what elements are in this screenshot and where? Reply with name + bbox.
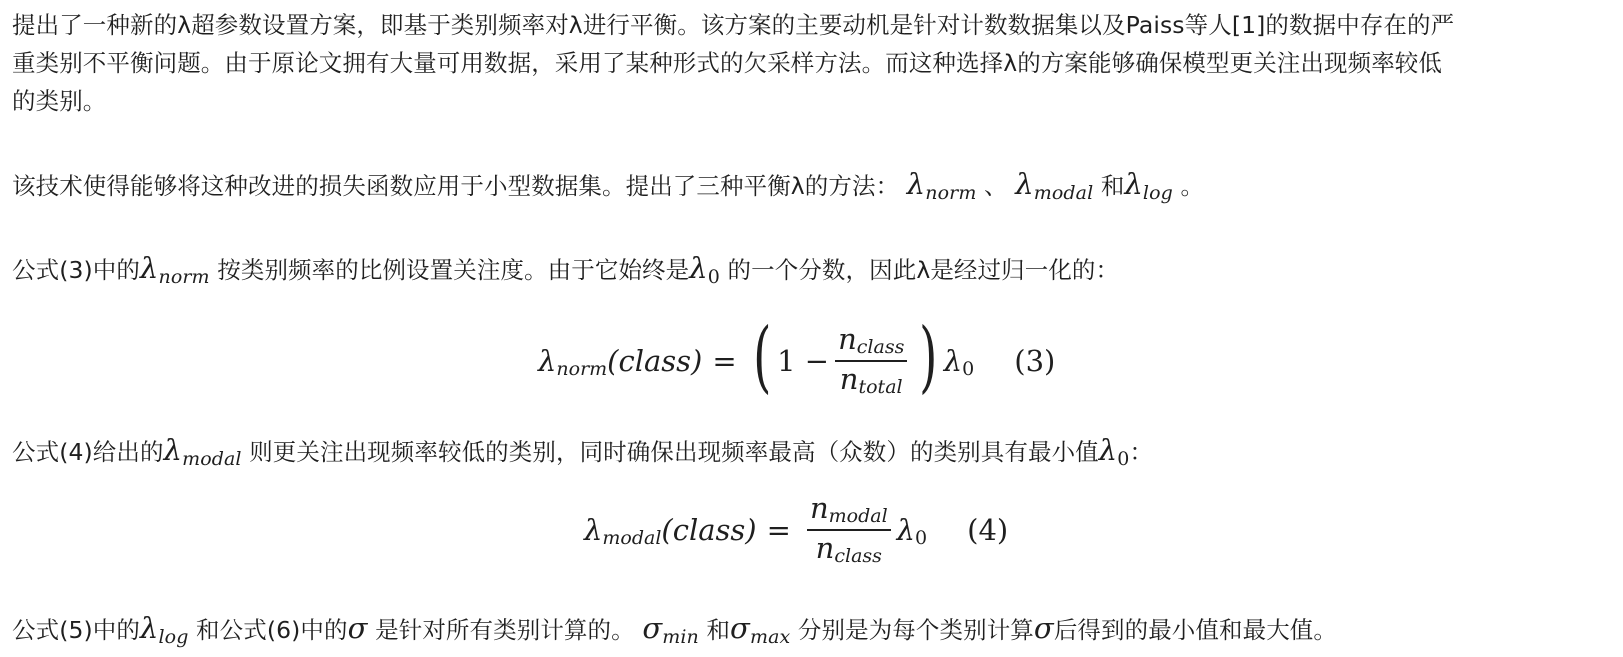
equation-number: (3) — [1014, 344, 1056, 378]
paragraph-methods-text: 该技术使得能够将这种改进的损失函数应用于小型数据集。提出了三种平衡λ的方法： — [12, 172, 900, 200]
paragraph-sigma — [12, 609, 1337, 651]
sigma-max-symbol: σ — [730, 611, 750, 645]
equation-4 — [12, 491, 1612, 569]
denominator-base: n — [839, 361, 859, 396]
paragraph-intro-line-3: 的类别。 — [12, 87, 107, 115]
lambda-norm-symbol: λ — [906, 167, 926, 201]
open-paren: ( — [752, 312, 772, 402]
lambda-zero-symbol: λ — [1098, 433, 1118, 467]
numerator-base: n — [809, 491, 829, 526]
text-span: 公式(5)中的 — [12, 616, 140, 644]
equals-sign: = — [766, 513, 791, 547]
sigma-symbol: σ — [347, 611, 368, 645]
lambda-log-symbol: λ — [1124, 167, 1143, 201]
paragraph-equation4-intro — [12, 431, 1153, 473]
lambda-zero-symbol: λ — [689, 251, 708, 285]
equation-number: (4) — [967, 513, 1009, 547]
text-span: 和公式(6)中的 — [196, 616, 348, 644]
sigma-max-subscript: max — [749, 626, 791, 648]
lambda-symbol: λ — [584, 513, 603, 547]
function-argument: (class) — [661, 513, 757, 547]
lambda-subscript: modal — [602, 527, 662, 549]
lambda-zero-symbol: λ — [896, 513, 916, 547]
separator: 、 — [984, 172, 1008, 200]
equals-sign: = — [712, 344, 737, 378]
lambda-norm-subscript: norm — [158, 266, 210, 288]
one-minus: 1 − — [777, 344, 830, 378]
paragraph-intro — [12, 6, 1454, 120]
text-span: 的一个分数，因此λ是经过归一化的： — [727, 256, 1120, 284]
text-span: 和 — [706, 616, 731, 644]
denominator-subscript: class — [834, 544, 882, 567]
paragraph-intro-line-2: 重类别不平衡问题。由于原论文拥有大量可用数据，采用了某种形式的欠采样方法。而这种选择λ的方案能够确保模型更关注出现频率较低 — [12, 49, 1443, 77]
paragraph-methods — [12, 165, 1204, 207]
text-span: 则更关注出现频率较低的类别，同时确保出现频率最高（众数）的类别具有最小值 — [249, 438, 1099, 466]
fraction — [835, 322, 907, 400]
lambda-modal-subscript: modal — [182, 448, 242, 470]
period: 。 — [1180, 172, 1205, 200]
lambda-zero-subscript: 0 — [707, 266, 720, 288]
close-paren: ) — [919, 312, 938, 402]
sigma-min-subscript: min — [662, 626, 699, 648]
lambda-zero-symbol: λ — [943, 344, 963, 378]
paragraph-equation3-intro — [12, 249, 1119, 291]
denominator-subscript: total — [858, 375, 903, 398]
lambda-symbol: λ — [538, 344, 557, 378]
fraction — [807, 491, 891, 569]
lambda-norm-subscript: norm — [925, 182, 977, 204]
numerator — [807, 491, 891, 529]
denominator — [837, 362, 906, 400]
lambda-zero-subscript: 0 — [962, 358, 975, 380]
paragraph-intro-line-1: 提出了一种新的λ超参数设置方案，即基于类别频率对λ进行平衡。该方案的主要动机是针对计数数据集以及Paiss等人[1]的数据中存在的严 — [12, 11, 1455, 39]
text-span: 公式(3)中的 — [12, 256, 140, 284]
numerator-subscript: class — [856, 336, 905, 359]
sigma-min-symbol: σ — [642, 611, 663, 645]
equation-3 — [12, 311, 1612, 411]
lambda-modal-subscript: modal — [1033, 182, 1094, 204]
numerator-base: n — [838, 322, 857, 357]
denominator — [813, 531, 885, 569]
lambda-zero-subscript: 0 — [1117, 448, 1130, 470]
text-span: ： — [1129, 438, 1154, 466]
lambda-log-subscript: log — [158, 626, 189, 648]
function-argument: (class) — [607, 344, 703, 378]
numerator-subscript: modal — [828, 505, 888, 528]
lambda-norm-symbol: λ — [140, 251, 159, 285]
lambda-modal-symbol: λ — [1015, 167, 1034, 201]
lambda-log-symbol: λ — [140, 611, 159, 645]
text-span: 是针对所有类别计算的。 — [375, 616, 635, 644]
denominator-base: n — [815, 530, 835, 565]
text-span: 后得到的最小值和最大值。 — [1053, 616, 1338, 644]
text-span: 公式(4)给出的 — [12, 438, 164, 466]
lambda-zero-subscript: 0 — [915, 527, 928, 549]
and-word: 和 — [1100, 172, 1125, 200]
numerator — [835, 322, 907, 360]
text-span: 分别是为每个类别计算 — [797, 616, 1034, 644]
sigma-symbol: σ — [1033, 611, 1054, 645]
lambda-subscript: norm — [556, 358, 608, 380]
lambda-log-subscript: log — [1142, 182, 1173, 204]
lambda-modal-symbol: λ — [163, 433, 183, 467]
text-span: 按类别频率的比例设置关注度。由于它始终是 — [217, 256, 690, 284]
